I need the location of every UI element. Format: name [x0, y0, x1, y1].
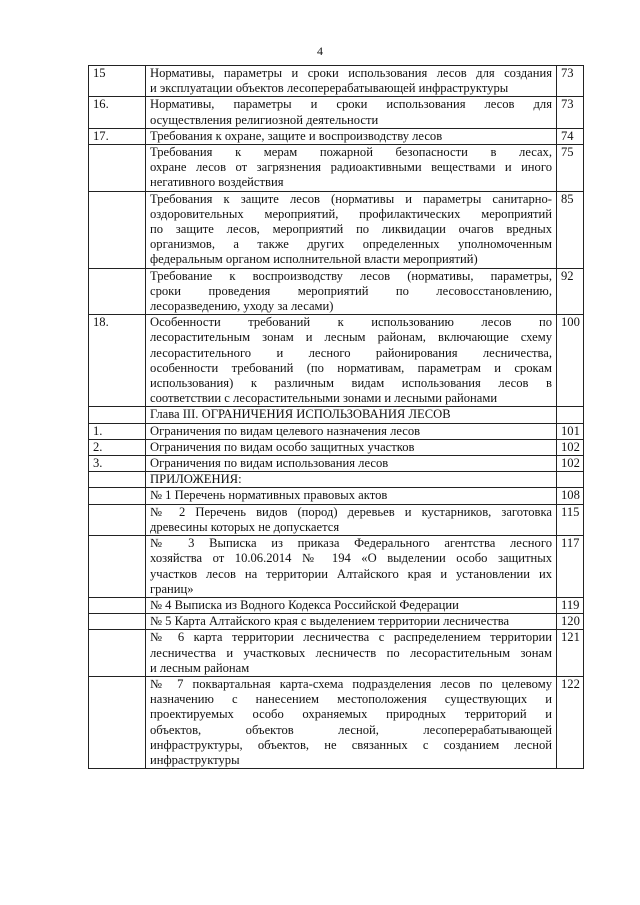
row-title	[146, 536, 557, 598]
row-title	[146, 504, 557, 535]
title-line: лесничества и участковых лесничеств по лесорастительным зонам	[150, 645, 552, 660]
row-title	[146, 97, 557, 128]
title-line: и лесным районам	[150, 660, 250, 675]
title-line: и эксплуатации объектов лесоперерабатывающей инфраструктуры	[150, 81, 509, 96]
title-line: участков лесов на территории Алтайского края и установлении их	[150, 566, 552, 581]
row-number	[89, 191, 146, 268]
row-number	[89, 676, 146, 768]
title-line: границ»	[150, 581, 194, 596]
row-title	[146, 439, 557, 455]
row-number: 15	[89, 66, 146, 97]
title-line: ПРИЛОЖЕНИЯ:	[150, 472, 242, 487]
section-heading	[146, 472, 557, 488]
row-number: 16.	[89, 97, 146, 128]
row-title	[146, 145, 557, 192]
title-line: федеральным органом исполнительной власти мероприятий)	[150, 252, 478, 267]
table-row	[89, 676, 584, 768]
title-line: соответствии с лесорастительными зонами и лесными районами	[150, 391, 498, 406]
row-page: 119	[557, 597, 584, 613]
title-line: Требования к мерам пожарной безопасности в лесах,	[150, 145, 552, 160]
title-line: № 6 карта территории лесничества с распределением территории	[150, 630, 552, 645]
row-number	[89, 268, 146, 315]
table-row	[89, 472, 584, 488]
table-row	[89, 630, 584, 677]
row-title	[146, 66, 557, 97]
title-line: организмов, а также других определенных уполномоченным	[150, 237, 552, 252]
row-page: 73	[557, 66, 584, 97]
title-line: проектируемых особо охраняемых природных территорий и	[150, 707, 552, 722]
table-row	[89, 191, 584, 268]
title-line: использования) к различным видам использования лесов в	[150, 376, 552, 391]
row-page: 102	[557, 439, 584, 455]
table-of-contents	[88, 65, 584, 769]
title-line: Нормативы, параметры и сроки использования лесов для создания	[150, 66, 552, 80]
row-number	[89, 504, 146, 535]
title-line: древесины которых не допускается	[150, 519, 340, 534]
table-row	[89, 439, 584, 455]
row-page: 92	[557, 268, 584, 315]
row-page: 73	[557, 97, 584, 128]
row-number: 17.	[89, 128, 146, 144]
title-line: Ограничения по видам целевого назначения лесов	[150, 423, 421, 438]
title-line: оздоровительных мероприятий, профилактических мероприятий	[150, 206, 552, 221]
row-title	[146, 488, 557, 504]
row-number: 1.	[89, 423, 146, 439]
row-page: 121	[557, 630, 584, 677]
title-line: инфраструктуры	[150, 752, 240, 767]
row-page: 100	[557, 315, 584, 407]
title-line: Ограничения по видам использования лесов	[150, 456, 389, 471]
table-row	[89, 268, 584, 315]
title-line: Требования к защите лесов (нормативы и параметры санитарно-	[150, 191, 552, 206]
title-line: № 2 Перечень видов (пород) деревьев и кустарников, заготовка	[150, 504, 552, 519]
table-row	[89, 504, 584, 535]
table-row	[89, 128, 584, 144]
title-line: осуществления религиозной деятельности	[150, 112, 379, 127]
title-line: лесорастительного и лесного районирования лесничества,	[150, 345, 552, 360]
row-page: 108	[557, 488, 584, 504]
title-line: № 5 Карта Алтайского края с выделением территории лесничества	[150, 614, 510, 629]
row-title	[146, 268, 557, 315]
row-title	[146, 191, 557, 268]
row-number	[89, 145, 146, 192]
row-number: 2.	[89, 439, 146, 455]
title-line: инфраструктуры, объектов, не связанных с созданием лесной	[150, 737, 552, 752]
toc-body	[89, 66, 584, 769]
table-row	[89, 423, 584, 439]
table-row	[89, 488, 584, 504]
table-row	[89, 456, 584, 472]
table-row	[89, 97, 584, 128]
table-row	[89, 597, 584, 613]
row-title	[146, 597, 557, 613]
row-number	[89, 488, 146, 504]
row-title	[146, 423, 557, 439]
row-number	[89, 407, 146, 423]
row-number	[89, 630, 146, 677]
table-row	[89, 315, 584, 407]
row-title	[146, 630, 557, 677]
title-line: Особенности требований к использованию лесов по	[150, 315, 552, 330]
row-page	[557, 472, 584, 488]
title-line: Требование к воспроизводству лесов (нормативы, параметры,	[150, 268, 552, 283]
row-number: 3.	[89, 456, 146, 472]
row-title	[146, 614, 557, 630]
row-page: 122	[557, 676, 584, 768]
table-row	[89, 407, 584, 423]
row-page: 117	[557, 536, 584, 598]
title-line: лесорастительным зонам и лесным районам, включающие схему	[150, 330, 552, 345]
row-page: 101	[557, 423, 584, 439]
title-line: назначению с нанесением местоположения существующих и	[150, 692, 552, 707]
title-line: особенности требований (по нормативам, параметрам и срокам	[150, 360, 552, 375]
row-number	[89, 536, 146, 598]
row-page: 74	[557, 128, 584, 144]
row-page: 85	[557, 191, 584, 268]
table-row	[89, 536, 584, 598]
row-title	[146, 676, 557, 768]
title-line: негативного воздействия	[150, 175, 284, 190]
title-line: Нормативы, параметры и сроки использования лесов для	[150, 97, 552, 112]
title-line: хозяйства от 10.06.2014 № 194 «О выделении особо защитных	[150, 551, 552, 566]
row-page	[557, 407, 584, 423]
table-row	[89, 145, 584, 192]
row-page: 115	[557, 504, 584, 535]
title-line: сроки проведения мероприятий по лесовосстановлению,	[150, 283, 552, 298]
table-row	[89, 66, 584, 97]
row-title	[146, 315, 557, 407]
title-line: Требования к охране, защите и воспроизводству лесов	[150, 128, 443, 143]
row-number: 18.	[89, 315, 146, 407]
title-line: лесоразведению, уходу за лесами)	[150, 299, 334, 314]
row-page: 120	[557, 614, 584, 630]
title-line: № 7 поквартальная карта-схема подразделения лесов по целевому	[150, 676, 552, 691]
title-line: Глава III. ОГРАНИЧЕНИЯ ИСПОЛЬЗОВАНИЯ ЛЕСОВ	[150, 407, 451, 422]
title-line: охране лесов от загрязнения радиоактивными веществами и иного	[150, 160, 552, 175]
title-line: № 1 Перечень нормативных правовых актов	[150, 488, 388, 503]
row-page: 102	[557, 456, 584, 472]
row-number	[89, 614, 146, 630]
table-row	[89, 614, 584, 630]
title-line: № 3 Выписка из приказа Федерального агентства лесного	[150, 536, 552, 551]
title-line: Ограничения по видам особо защитных участков	[150, 439, 415, 454]
row-number	[89, 597, 146, 613]
section-heading	[146, 407, 557, 423]
row-title	[146, 128, 557, 144]
row-page: 75	[557, 145, 584, 192]
title-line: по защите лесов, мероприятий по ликвидации очагов вредных	[150, 222, 552, 237]
page-number: 4	[317, 44, 323, 58]
row-title	[146, 456, 557, 472]
title-line: объектов, объектов лесной, лесоперерабатывающей	[150, 722, 552, 737]
title-line: № 4 Выписка из Водного Кодекса Российской Федерации	[150, 597, 459, 612]
row-number	[89, 472, 146, 488]
